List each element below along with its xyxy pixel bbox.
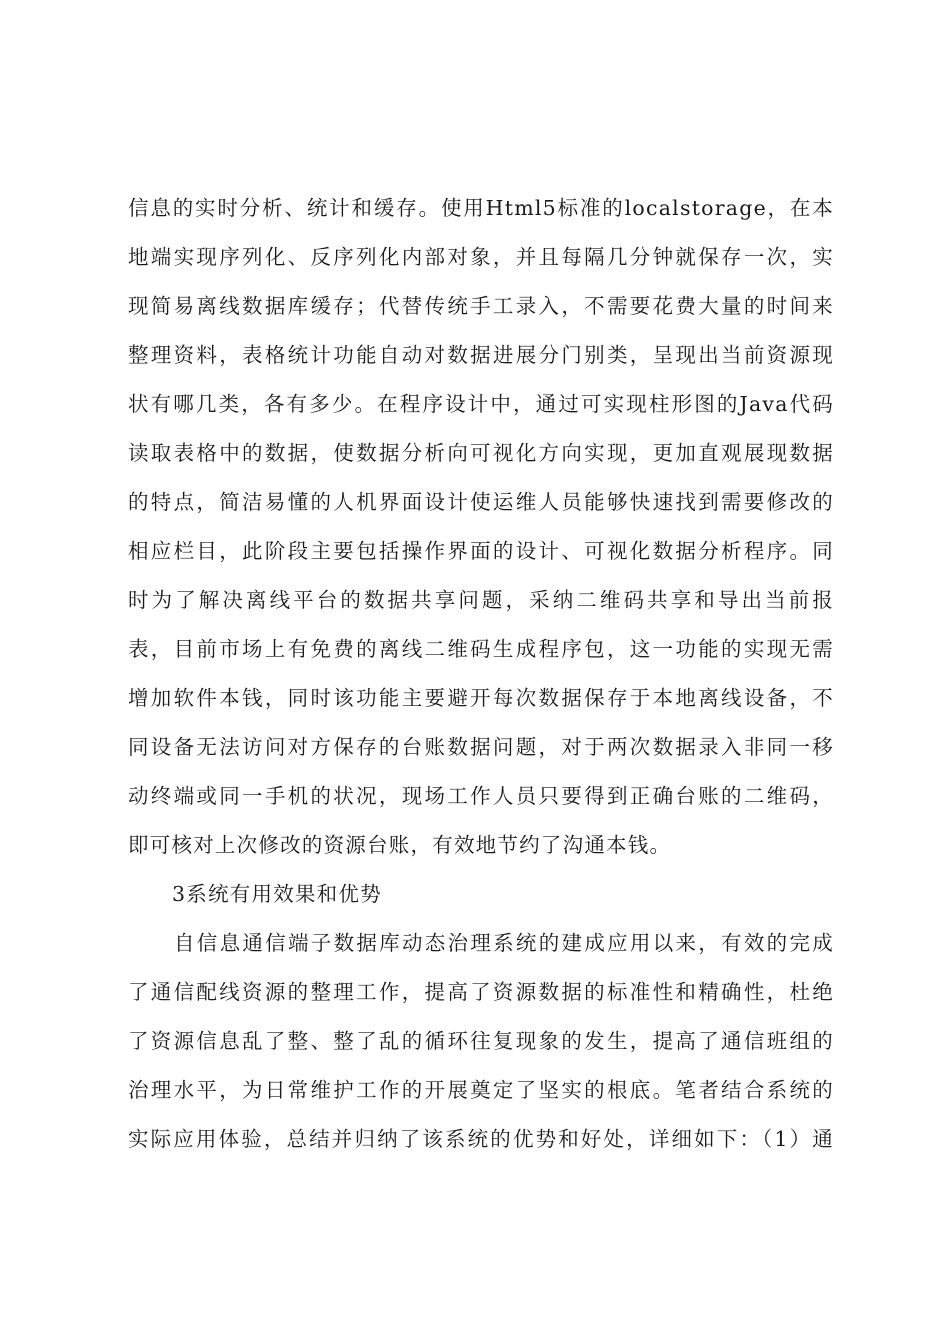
paragraph-1-line: 整理资料，表格统计功能自动对数据进展分门别类，呈现出当前资源现 — [128, 343, 834, 367]
paragraph-1-line: 动终端或同一手机的状况，现场工作人员只要得到正确台账的二维码， — [128, 784, 834, 808]
paragraph-1-line: 相应栏目，此阶段主要包括操作界面的设计、可视化数据分析程序。同 — [128, 539, 834, 563]
paragraph-1-line: 增加软件本钱，同时该功能主要避开每次数据保存于本地离线设备，不 — [128, 686, 834, 710]
paragraph-2-line: 了资源信息乱了整、整了乱的循环往复现象的发生，提高了通信班组的 — [128, 1029, 834, 1053]
paragraph-1-line: 同设备无法访问对方保存的台账数据问题，对于两次数据录入非同一移 — [128, 735, 834, 759]
paragraph-2-line: 治理水平，为日常维护工作的开展奠定了坚实的根底。笔者结合系统的 — [128, 1078, 834, 1102]
paragraph-2-line: 实际应用体验，总结并归纳了该系统的优势和好处，详细如下：（1）通 — [128, 1127, 834, 1151]
paragraph-1-line: 的特点，简洁易懂的人机界面设计使运维人员能够快速找到需要修改的 — [128, 490, 834, 514]
paragraph-1-line: 即可核对上次修改的资源台账，有效地节约了沟通本钱。 — [128, 833, 672, 857]
paragraph-2-line: 了通信配线资源的整理工作，提高了资源数据的标准性和精确性，杜绝 — [128, 980, 834, 1004]
paragraph-1-line: 地端实现序列化、反序列化内部对象，并且每隔几分钟就保存一次，实 — [128, 245, 834, 269]
paragraph-1-line: 现简易离线数据库缓存；代替传统手工录入，不需要花费大量的时间来 — [128, 294, 834, 318]
paragraph-1-line: 表，目前市场上有免费的离线二维码生成程序包，这一功能的实现无需 — [128, 637, 834, 661]
section-heading: 3系统有用效果和优势 — [172, 882, 382, 906]
paragraph-2-line: 自信息通信端子数据库动态治理系统的建成应用以来，有效的完成 — [174, 931, 834, 955]
paragraph-1-line: 时为了解决离线平台的数据共享问题，采纳二维码共享和导出当前报 — [128, 588, 834, 612]
paragraph-1-line: 信息的实时分析、统计和缓存。使用Html5标准的localstorage，在本 — [128, 196, 834, 220]
paragraph-1-line: 读取表格中的数据，使数据分析向可视化方向实现，更加直观展现数据 — [128, 441, 834, 465]
paragraph-1-line: 状有哪几类，各有多少。在程序设计中，通过可实现柱形图的Java代码 — [128, 392, 834, 416]
